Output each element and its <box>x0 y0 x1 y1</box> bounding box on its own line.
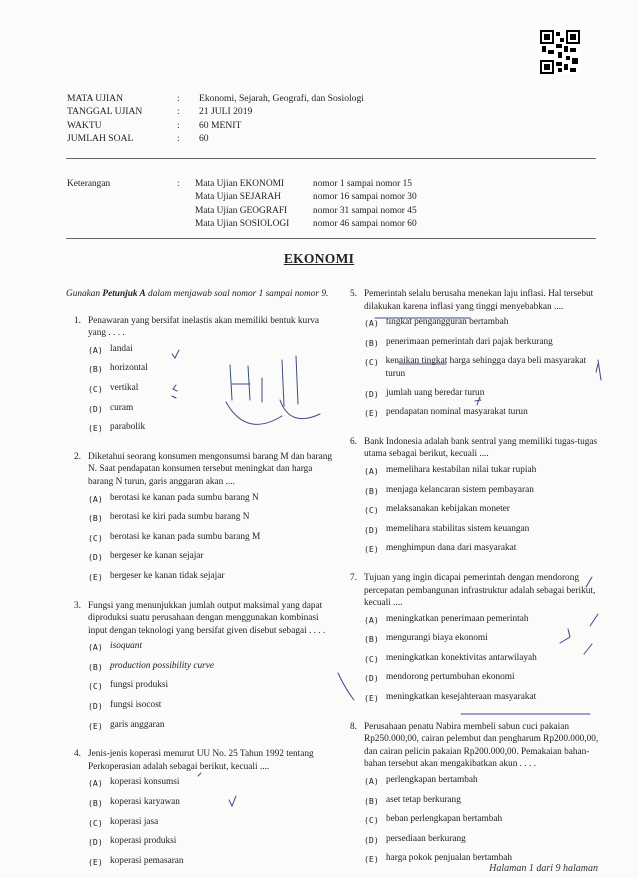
question-number: 5. <box>350 289 357 299</box>
option-letter: (D) <box>88 552 103 563</box>
question <box>66 600 336 733</box>
question-number: 1. <box>74 315 81 326</box>
qr-code <box>540 30 580 74</box>
question-stem: Tujuan yang ingin dicapai pemerintah dengan mendorong percepatan pembangunan infrastruktur adalah sebagai berikut, kecuali .... <box>364 572 596 609</box>
option-text: vertikal <box>110 382 139 393</box>
keterangan-range: nomor 1 sampai nomor 15 <box>313 179 412 189</box>
option-letter: (B) <box>364 337 379 348</box>
option-text: berotasi ke kanan pada sumbu barang N <box>110 492 259 503</box>
option-letter: (E) <box>364 854 379 865</box>
keterangan-range: nomor 46 sampai nomor 60 <box>313 219 417 230</box>
answer-option[interactable] <box>88 511 336 525</box>
option-text: koperasi jasa <box>110 816 159 827</box>
option-text: berotasi ke kiri pada sumbu barang N <box>110 512 250 523</box>
answer-option[interactable] <box>88 343 336 357</box>
question-number: 4. <box>74 749 81 760</box>
question-number: 7. <box>350 572 357 583</box>
option-text: garis anggaran <box>110 719 165 730</box>
answer-option[interactable] <box>88 816 336 830</box>
option-text: koperasi konsumsi <box>110 777 180 788</box>
question-stem: Perusahaan penatu Nabira membeli sabun cuci pakaian Rp250.000,00, cairan pelembut dan pengharum Rp200.000,00, dan cairan pelicin pakaian Rp200.000,00. Pemakaian bahan-bahan tersebut akan mengakibatkan akun . . . . <box>364 721 599 770</box>
header-label: TANGGAL UJIAN <box>67 106 143 118</box>
option-letter: (A) <box>88 642 103 653</box>
option-letter: (A) <box>88 778 103 789</box>
header-row: WAKTU : 60 MENIT <box>67 119 242 131</box>
option-letter: (A) <box>364 318 379 329</box>
option-text: horizontal <box>110 363 148 374</box>
question-number: 6. <box>350 436 357 447</box>
option-text: landai <box>110 343 133 354</box>
option-text: harga pokok penjualan bertambah <box>386 853 513 864</box>
header-label: MATA UJIAN <box>67 93 123 104</box>
answer-option[interactable] <box>88 699 336 713</box>
answer-option[interactable] <box>364 794 604 808</box>
option-text: memelihara stabilitas sistem keuangan <box>386 523 530 534</box>
answer-option[interactable] <box>88 570 336 584</box>
option-letter: (A) <box>364 614 379 625</box>
answer-option[interactable] <box>88 362 336 376</box>
option-letter: (C) <box>364 815 379 826</box>
question <box>342 288 604 420</box>
option-text: meningkatkan penerimaan pemerintah <box>386 613 529 624</box>
option-letter: (C) <box>364 357 379 368</box>
exam-header <box>67 92 364 146</box>
keterangan-row <box>195 205 417 218</box>
option-letter: (D) <box>364 388 379 399</box>
option-letter: (B) <box>88 661 103 672</box>
option-letter: (D) <box>88 403 103 414</box>
option-text: bergeser ke kanan sejajar <box>110 551 204 562</box>
answer-option[interactable] <box>364 406 604 420</box>
answer-option[interactable] <box>88 550 336 564</box>
header-row: MATA UJIAN : Ekonomi, Sejarah, Geografi, dan Sosiologi <box>67 93 364 104</box>
option-letter: (D) <box>364 524 379 535</box>
question <box>342 572 604 705</box>
option-text: koperasi produksi <box>110 836 177 847</box>
left-column <box>66 288 336 884</box>
header-value: 60 <box>199 133 209 145</box>
answer-option[interactable] <box>88 776 336 790</box>
answer-option[interactable] <box>364 652 604 666</box>
answer-option[interactable] <box>364 523 604 537</box>
answer-option[interactable] <box>88 855 336 869</box>
option-text: curam <box>110 402 134 413</box>
option-text: beban perlengkapan bertambah <box>386 814 503 825</box>
answer-option[interactable] <box>88 679 336 693</box>
question-stem: Pemerintah selalu berusaha menekan laju inflasi. Hal tersebut dilakukan karena inflasi yang tinggi menyebabkan .... <box>364 289 594 312</box>
option-text: meningkatkan konektivitas antarwilayah <box>386 652 537 663</box>
option-letter: (E) <box>88 571 103 582</box>
option-text: pendapatan nominal masyarakat turun <box>386 407 528 418</box>
question <box>66 315 336 435</box>
option-letter: (C) <box>88 681 103 692</box>
option-text: aset tetap berkurang <box>386 794 461 805</box>
section-title: EKONOMI <box>283 251 355 266</box>
option-text: bergeser ke kanan tidak sejajar <box>110 570 225 581</box>
question-number: 3. <box>74 600 81 611</box>
question-stem: Bank Indonesia adalah bank sentral yang memiliki tugas-tugas utama sebagai berikut, kecuali .... <box>364 436 598 460</box>
question-stem: Penawaran yang bersifat inelastis akan memiliki bentuk kurva yang . . . . <box>88 315 320 339</box>
option-letter: (D) <box>88 701 103 712</box>
question-number: 2. <box>74 451 81 462</box>
keterangan-rows <box>195 178 417 232</box>
option-text: tingkat pengangguran bertambah <box>386 317 509 328</box>
header-value: Ekonomi, Sejarah, Geografi, dan Sosiologi <box>199 93 364 104</box>
page-footer: Halaman 1 dari 9 halaman <box>489 863 598 874</box>
answer-option[interactable] <box>364 813 604 827</box>
answer-option[interactable] <box>88 421 336 435</box>
right-column <box>342 288 604 882</box>
option-letter: (E) <box>88 720 103 731</box>
answer-option[interactable] <box>88 492 336 506</box>
answer-option[interactable] <box>364 542 604 556</box>
divider <box>66 158 596 159</box>
option-text: jumlah uang beredar turun <box>386 387 485 398</box>
answer-option[interactable] <box>364 336 604 350</box>
answer-option[interactable] <box>364 464 604 478</box>
answer-option[interactable] <box>364 691 604 705</box>
option-letter: (A) <box>364 465 379 476</box>
question <box>342 436 604 556</box>
option-text: memelihara kestabilan nilai tukar rupiah <box>386 464 537 475</box>
header-label: WAKTU <box>67 119 102 131</box>
question <box>66 748 336 868</box>
option-letter: (B) <box>364 795 379 806</box>
option-letter: (E) <box>364 408 379 419</box>
option-text: fungsi produksi <box>110 680 169 691</box>
keterangan-row <box>195 218 417 231</box>
answer-option[interactable] <box>364 387 604 401</box>
option-text: koperasi karyawan <box>110 797 180 808</box>
answer-option[interactable] <box>364 671 604 685</box>
keterangan-subject: Mata Ujian SEJARAH <box>195 192 281 203</box>
option-letter: (B) <box>88 798 103 809</box>
keterangan-subject: Mata Ujian SOSIOLOGI <box>195 219 290 230</box>
option-letter: (C) <box>88 532 103 543</box>
answer-option[interactable] <box>364 833 604 847</box>
keterangan-block: Keterangan : Mata Ujian EKONOMI nomor 1 sampai nomor 15 Mata Ujian SEJARAH nomor 16 sampai nomor 30 Mata Ujian GEOGRAFI nomor 31 sampai nomor 45 Mata Ujian SOSIOLOGI nomor 46 sampai nomor 60 <box>67 178 417 232</box>
answer-option[interactable] <box>88 835 336 849</box>
answer-option[interactable] <box>88 796 336 810</box>
option-text: koperasi pemasaran <box>110 855 184 866</box>
answer-option[interactable] <box>364 316 604 330</box>
question-stem: Diketahui seorang konsumen mengonsumsi barang M dan barang N. Saat pendapatan konsumen tersebut meningkat dan harga barang N turun, garis anggaran akan .... <box>88 451 332 487</box>
option-text: fungsi isocost <box>110 700 162 711</box>
instruction: Gunakan Petunjuk A dalam menjawab soal nomor 1 sampai nomor 9. <box>66 289 329 299</box>
keterangan-row <box>195 191 417 204</box>
answer-option[interactable] <box>364 484 604 498</box>
option-letter: (B) <box>364 634 379 645</box>
option-text: meningkatkan kesejahteraan masyarakat <box>386 692 537 703</box>
answer-option[interactable] <box>88 640 336 654</box>
header-row: TANGGAL UJIAN : 21 JULI 2019 <box>67 106 253 118</box>
option-letter: (A) <box>88 493 103 504</box>
question-stem: Jenis-jenis koperasi menurut UU No. 25 Tahun 1992 tentang Perkoperasian adalah sebagai berikut, kecuali .... <box>88 749 314 772</box>
option-text: mendorong pertumbuhan ekonomi <box>386 672 515 683</box>
option-letter: (E) <box>88 856 103 867</box>
question-stem: Fungsi yang menunjukkan jumlah output maksimal yang dapat diproduksi suatu perusahaan dengan menggunakan kombinasi input dengan teknologi yang bersifat given disebut sebagai . . . . <box>88 600 326 636</box>
option-text: menghimpun dana dari masyarakat <box>386 543 517 554</box>
answer-option[interactable] <box>88 382 336 396</box>
option-letter: (E) <box>364 544 379 555</box>
keterangan-label: Keterangan <box>67 179 111 189</box>
answer-option[interactable] <box>364 613 604 627</box>
keterangan-row <box>195 178 417 191</box>
answer-option[interactable] <box>88 719 336 733</box>
option-letter: (B) <box>364 485 379 496</box>
answer-option[interactable] <box>88 531 336 545</box>
header-label: JUMLAH SOAL <box>67 133 134 145</box>
option-text: parabolik <box>110 422 146 433</box>
option-text: berotasi ke kanan pada sumbu barang M <box>110 531 261 542</box>
option-letter: (E) <box>88 423 103 434</box>
option-text: production possibility curve <box>110 660 214 671</box>
option-letter: (A) <box>364 776 379 787</box>
divider <box>66 238 596 239</box>
answer-option[interactable] <box>364 774 604 788</box>
answer-option[interactable] <box>364 355 604 380</box>
option-letter: (C) <box>88 817 103 828</box>
option-text: melaksanakan kebijakan moneter <box>386 504 510 515</box>
keterangan-range: nomor 16 sampai nomor 30 <box>313 192 417 203</box>
option-letter: (C) <box>364 505 379 516</box>
option-letter: (C) <box>88 383 103 394</box>
option-text: mengurangi biaya ekonomi <box>386 633 488 644</box>
option-text: persediaan berkurang <box>386 833 466 844</box>
keterangan-subject: Mata Ujian GEOGRAFI <box>195 205 288 216</box>
question-number: 8. <box>350 721 357 732</box>
option-text: perlengkapan bertambah <box>386 775 478 786</box>
option-letter: (C) <box>364 653 379 664</box>
header-value: 21 JULI 2019 <box>199 106 253 118</box>
answer-option[interactable] <box>364 503 604 517</box>
option-text: menjaga kelancaran sistem pembayaran <box>386 484 534 495</box>
option-text: penerimaan pemerintah dari pajak berkurang <box>386 336 553 347</box>
header-value: 60 MENIT <box>199 119 242 131</box>
question <box>342 721 604 866</box>
header-row: JUMLAH SOAL : 60 <box>67 133 209 145</box>
option-text: isoquant <box>110 641 143 652</box>
option-text: kenaikan tingkat harga sehingga daya beli masyarakat turun <box>385 356 587 379</box>
question <box>66 451 336 584</box>
option-letter: (D) <box>364 673 379 684</box>
answer-option[interactable] <box>88 402 336 416</box>
option-letter: (E) <box>364 693 379 704</box>
option-letter: (A) <box>88 344 103 355</box>
option-letter: (D) <box>88 837 103 848</box>
option-letter: (D) <box>364 834 379 845</box>
option-letter: (B) <box>88 513 103 524</box>
keterangan-range: nomor 31 sampai nomor 45 <box>313 205 417 216</box>
answer-option[interactable] <box>88 660 336 674</box>
answer-option[interactable] <box>364 632 604 646</box>
keterangan-subject: Mata Ujian EKONOMI <box>195 179 285 189</box>
option-letter: (B) <box>88 364 103 375</box>
